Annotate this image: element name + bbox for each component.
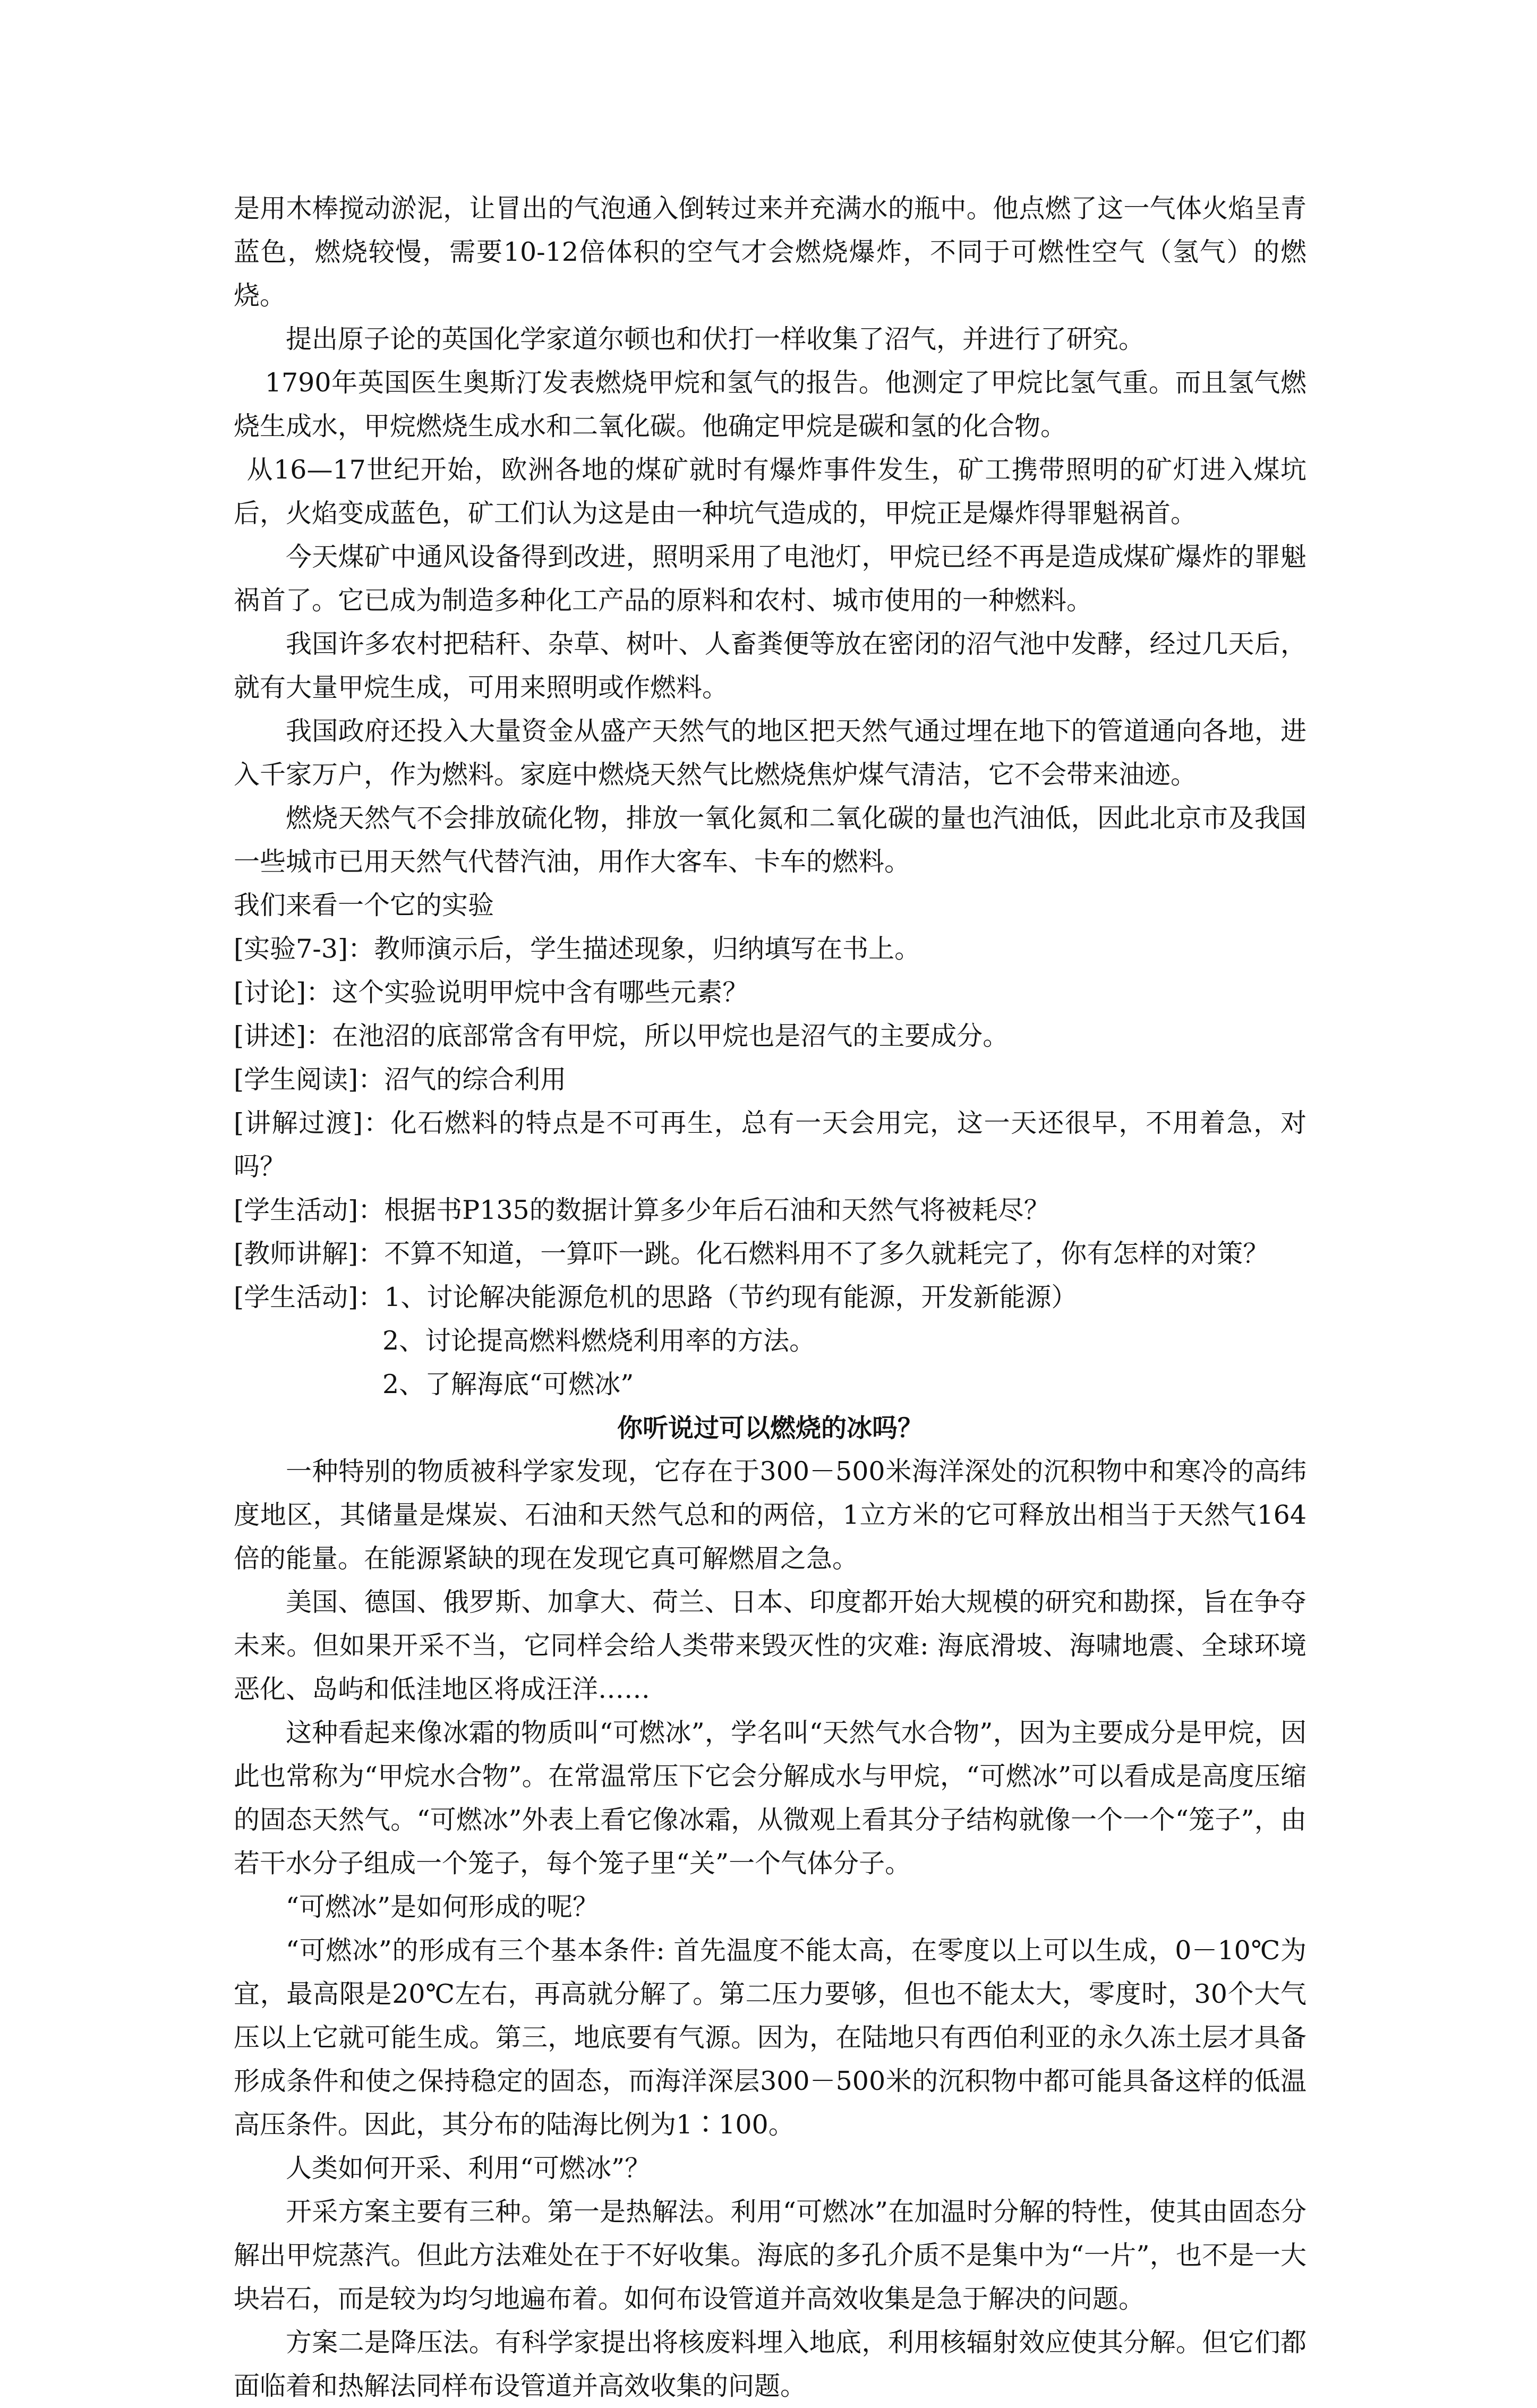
document-body [234, 187, 1307, 2408]
paragraph: 提出原子论的英国化学家道尔顿也和伏打一样收集了沼气，并进行了研究。 [286, 324, 1145, 354]
paragraph: 我国许多农村把秸秆、杂草、树叶、人畜粪便等放在密闭的沼气池中发酵，经过几天后，就有大量甲烷生成，可用来照明或作燃料。 [234, 629, 1307, 703]
lesson-step: [学生阅读]：沼气的综合利用 [234, 1064, 567, 1095]
lesson-step: [讲解过渡]：化石燃料的特点是不可再生，总有一天会用完，这一天还很早，不用着急，对吗？ [234, 1108, 1307, 1182]
paragraph: 今天煤矿中通风设备得到改进，照明采用了电池灯，甲烷已经不再是造成煤矿爆炸的罪魁祸首了。它已成为制造多种化工产品的原料和农村、城市使用的一种燃料。 [234, 542, 1307, 616]
paragraph: 一种特别的物质被科学家发现，它存在于300－500米海洋深处的沉积物中和寒冷的高纬度地区，其储量是煤炭、石油和天然气总和的两倍，1立方米的它可释放出相当于天然气164倍的能量。在能源紧缺的现在发现它真可解燃眉之急。 [234, 1456, 1307, 1574]
paragraph: 这种看起来像冰霜的物质叫“可燃冰”，学名叫“天然气水合物”，因为主要成分是甲烷，因此也常称为“甲烷水合物”。在常温常压下它会分解成水与甲烷，“可燃冰”可以看成是高度压缩的固态天然气。“可燃冰”外表上看它像冰霜，从微观上看其分子结构就像一个一个“笼子”，由若干水分子组成一个笼子，每个笼子里“关”一个气体分子。 [234, 1718, 1307, 1878]
paragraph: 是用木棒搅动淤泥，让冒出的气泡通入倒转过来并充满水的瓶中。他点燃了这一气体火焰呈青蓝色，燃烧较慢，需要10-12倍体积的空气才会燃烧爆炸，不同于可燃性空气（氢气）的燃烧。 [234, 193, 1307, 311]
paragraph: “可燃冰”的形成有三个基本条件: 首先温度不能太高，在零度以上可以生成，0－10℃为宜，最高限是20℃左右，再高就分解了。第二压力要够，但也不能太大，零度时，30个大气压以上它就可能生成。第三，地底要有气源。因为，在陆地只有西伯利亚的永久冻土层才具备形成条件和使之保持稳定的固态，而海洋深层300－500米的沉积物中都可能具备这样的低温高压条件。因此，其分布的陆海比例为1∶100。 [234, 1935, 1307, 2140]
lesson-step: [讲述]：在池沼的底部常含有甲烷，所以甲烷也是沼气的主要成分。 [234, 1021, 1009, 1051]
activity-item: 2、了解海底“可燃冰” [382, 1369, 634, 1399]
lesson-step: [教师讲解]：不算不知道，一算吓一跳。化石燃料用不了多久就耗完了，你有怎样的对策？ [234, 1239, 1269, 1269]
paragraph: “可燃冰”是如何形成的呢？ [286, 1892, 599, 1922]
lesson-step: [学生活动]：1、讨论解决能源危机的思路（节约现有能源，开发新能源） [234, 1282, 1078, 1312]
paragraph: 人类如何开采、利用“可燃冰”？ [286, 2153, 651, 2183]
paragraph: 从16—17世纪开始，欧洲各地的煤矿就时有爆炸事件发生，矿工携带照明的矿灯进入煤坑后，火焰变成蓝色，矿工们认为这是由一种坑气造成的，甲烷正是爆炸得罪魁祸首。 [234, 455, 1307, 528]
lesson-step: [讨论]：这个实验说明甲烷中含有哪些元素？ [234, 977, 749, 1007]
paragraph: 我们来看一个它的实验 [234, 890, 494, 920]
lesson-step: [学生活动]：根据书P135的数据计算多少年后石油和天然气将被耗尽？ [234, 1195, 1050, 1225]
section-title: 你听说过可以燃烧的冰吗？ [617, 1413, 923, 1443]
paragraph: 燃烧天然气不会排放硫化物，排放一氧化氮和二氧化碳的量也汽油低，因此北京市及我国一些城市已用天然气代替汽油，用作大客车、卡车的燃料。 [234, 803, 1307, 877]
paragraph: 我国政府还投入大量资金从盛产天然气的地区把天然气通过埋在地下的管道通向各地，进入千家万户，作为燃料。家庭中燃烧天然气比燃烧焦炉煤气清洁，它不会带来油迹。 [234, 716, 1307, 790]
lesson-step: [实验7-3]：教师演示后，学生描述现象，归纳填写在书上。 [234, 934, 921, 964]
paragraph: 方案二是降压法。有科学家提出将核废料埋入地底，利用核辐射效应使其分解。但它们都面临着和热解法同样布设管道并高效收集的问题。 [234, 2327, 1307, 2401]
paragraph: 美国、德国、俄罗斯、加拿大、荷兰、日本、印度都开始大规模的研究和勘探，旨在争夺未来。但如果开采不当，它同样会给人类带来毁灭性的灾难: 海底滑坡、海啸地震、全球环境恶化、岛屿和低洼地区将成汪洋…… [234, 1587, 1307, 1704]
paragraph: 1790年英国医生奥斯汀发表燃烧甲烷和氢气的报告。他测定了甲烷比氢气重。而且氢气燃烧生成水，甲烷燃烧生成水和二氧化碳。他确定甲烷是碳和氢的化合物。 [234, 368, 1307, 441]
activity-item: 2、讨论提高燃料燃烧利用率的方法。 [382, 1326, 816, 1356]
paragraph: 开采方案主要有三种。第一是热解法。利用“可燃冰”在加温时分解的特性，使其由固态分解出甲烷蒸汽。但此方法难处在于不好收集。海底的多孔介质不是集中为“一片”，也不是一大块岩石，而是较为均匀地遍布着。如何布设管道并高效收集是急于解决的问题。 [234, 2197, 1307, 2314]
